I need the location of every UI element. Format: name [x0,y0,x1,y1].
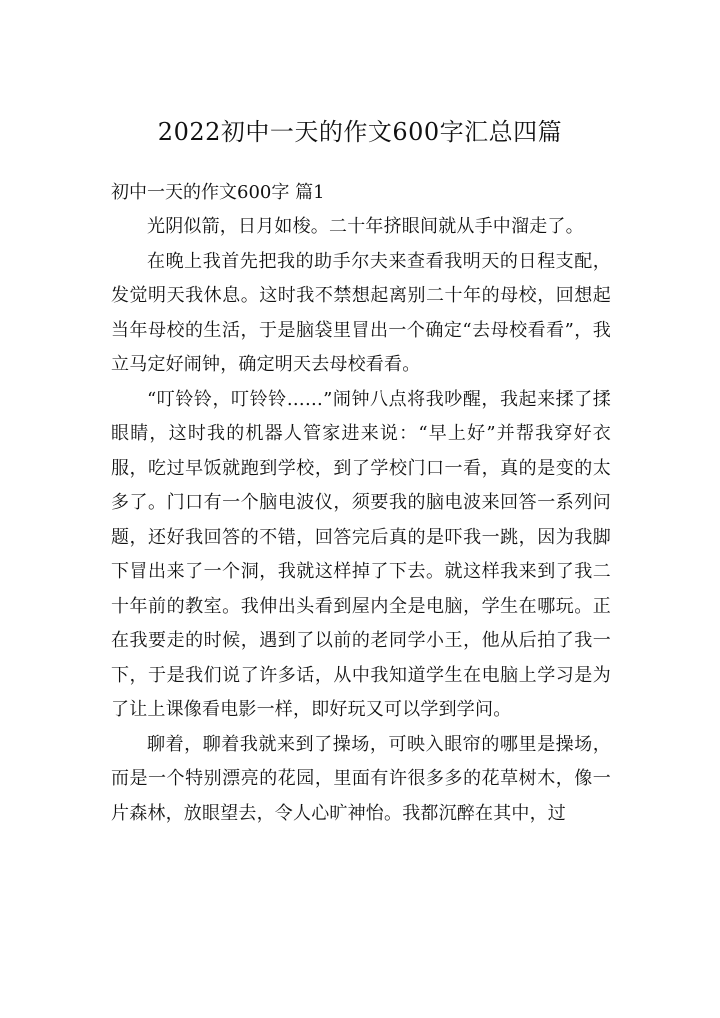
document-title: 2022初中一天的作文600字汇总四篇 [157,118,563,146]
section-heading: 初中一天的作文600字 篇1 [111,182,325,203]
paragraph-3: “叮铃铃，叮铃铃……”闹钟八点将我吵醒，我起来揉了揉眼睛，这时我的机器人管家进来说：“早上好”并帮我穿好衣服，吃过早饭就跑到学校，到了学校门口一看，真的是变的太多了。门口有一个脑电波仪，须要我的脑电波来回答一系列问题，还好我回答的不错，回答完后真的是吓我一跳，因为我脚下冒出来了一个洞，我就这样掉了下去。就这样我来到了我二十年前的教室。我伸出头看到屋内全是电脑，学生在哪玩。正在我要走的时候，遇到了以前的老同学小王，他从后拍了我一下，于是我们说了许多话，从中我知道学生在电脑上学习是为了让上课像看电影一样，即好玩又可以学到学问。 [111,388,611,720]
paragraph-4: 聊着，聊着我就来到了操场，可映入眼帘的哪里是操场，而是一个特别漂亮的花园，里面有许很多多的花草树木，像一片森林，放眼望去，令人心旷神怡。我都沉醉在其中，过 [111,733,611,824]
document-body [111,176,611,831]
paragraph-2: 在晚上我首先把我的助手尔夫来查看我明天的日程支配，发觉明天我休息。这时我不禁想起离别二十年的母校，回想起当年母校的生活，于是脑袋里冒出一个确定“去母校看看”，我立马定好闹钟，确定明天去母校看看。 [111,250,611,375]
paragraph-1: 光阴似箭，日月如梭。二十年挤眼间就从手中溜走了。 [147,216,584,237]
